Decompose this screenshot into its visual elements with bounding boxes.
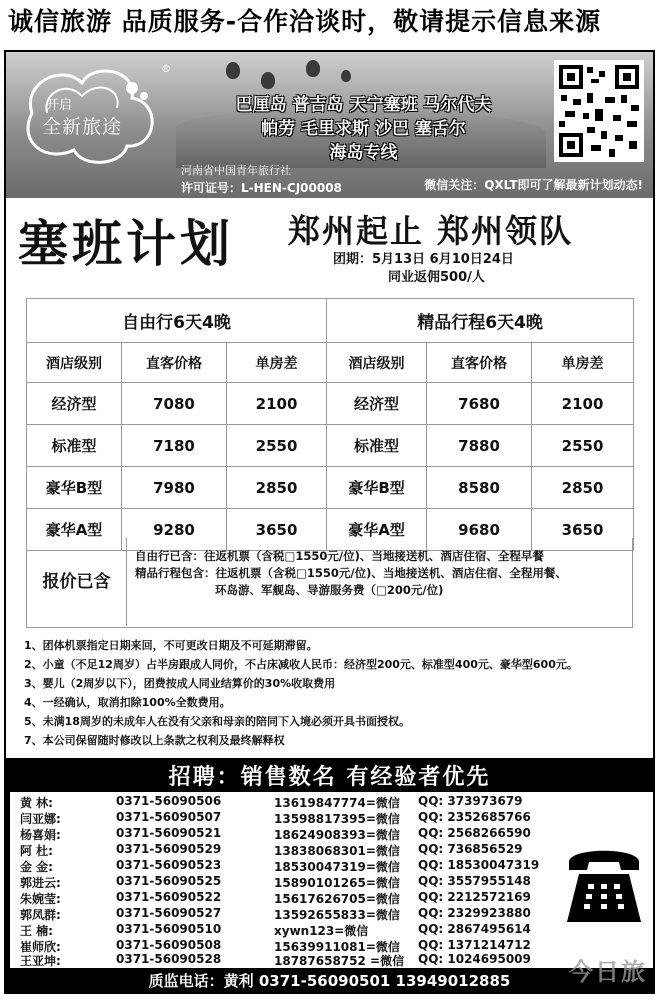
single-supplement: 2850 [532, 467, 634, 509]
single-supplement: 2100 [227, 383, 327, 425]
contact-mobile[interactable]: 15617626705=微信 [274, 892, 400, 906]
term-item: 4、一经确认，取消扣除100%全数费用。 [24, 696, 231, 709]
contact-name: 金 金: [20, 860, 53, 874]
contact-row [10, 922, 555, 938]
term-item: 2、小童（不足12周岁）占半房跟成人同价，不占床减收人民币：经济型200元、标准型400元、豪华型600元。 [24, 658, 578, 671]
contact-mobile[interactable]: 13838068301=微信 [274, 844, 400, 858]
hotel-level: 经济型 [27, 383, 122, 425]
direct-price: 7080 [122, 383, 227, 425]
hotel-level: 豪华B型 [27, 467, 122, 509]
contact-tel[interactable]: 0371-56090522 [116, 890, 222, 904]
contact-row [10, 890, 555, 906]
hotel-level: 标准型 [327, 425, 427, 467]
contact-name: 朱婉莹: [20, 892, 61, 906]
contact-qq[interactable]: QQ: 736856529 [418, 842, 523, 856]
contact-row [10, 842, 555, 858]
banner [6, 52, 653, 198]
contact-tel[interactable]: 0371-56090506 [116, 794, 222, 808]
single-supplement: 2550 [532, 425, 634, 467]
contact-tel[interactable]: 0371-56090508 [116, 938, 222, 952]
terms-list [24, 636, 649, 750]
contact-name: 郭进云: [20, 876, 61, 890]
term-item: 1、团体机票指定日期来回，不可更改日期及不可延期滞留。 [24, 639, 318, 652]
direct-price: 7680 [427, 383, 532, 425]
top-slogan: 诚信旅游 品质服务-合作洽谈时，敬请提示信息来源 [0, 0, 659, 44]
contact-row [10, 826, 555, 842]
logo-text-2: 全新旅途 [42, 116, 123, 138]
includes-label: 报价已含 [27, 538, 127, 626]
contact-tel[interactable]: 0371-56090527 [116, 906, 222, 920]
price-includes [26, 538, 633, 628]
contact-qq[interactable]: QQ: 3557955148 [418, 874, 531, 888]
contact-tel[interactable]: 0371-56090525 [116, 874, 222, 888]
contact-qq[interactable]: QQ: 2352685766 [418, 810, 531, 824]
direct-price: 9680 [427, 509, 532, 551]
direct-price: 7180 [122, 425, 227, 467]
contact-qq[interactable]: QQ: 373973679 [418, 794, 523, 808]
includes-line: 环岛游、军舰岛、导游服务费（□200元/位) [215, 583, 444, 597]
route-subtitle: 郑州起止 郑州领队 [288, 212, 574, 250]
direct-price: 8580 [427, 467, 532, 509]
hotel-level: 豪华B型 [327, 467, 427, 509]
col-hotel-level: 酒店级别 [27, 343, 122, 383]
contact-mobile[interactable]: xywn123=微信 [274, 924, 369, 938]
contact-tel[interactable]: 0371-56090528 [116, 952, 222, 966]
contact-name: 王亚坤: [20, 954, 61, 968]
contacts-section [6, 758, 653, 994]
table-row [27, 425, 634, 467]
term-item: 7、本公司保留随时修改以上条款之权利及最终解释权 [24, 734, 285, 747]
contact-row [10, 952, 555, 968]
contact-mobile[interactable]: 13619847774=微信 [274, 796, 400, 810]
col-direct-price: 直客价格 [427, 343, 532, 383]
recruitment-banner: 招聘：销售数名 有经验者优先 [168, 764, 491, 790]
contact-mobile[interactable]: 13598817395=微信 [274, 812, 400, 826]
destinations-line-3: 海岛专线 [329, 143, 398, 163]
contact-row [10, 858, 555, 874]
telephone-icon [555, 792, 653, 968]
contact-name: 崔师欣: [20, 940, 61, 954]
includes-details [135, 548, 630, 599]
contact-qq[interactable]: QQ: 2212572169 [418, 890, 531, 904]
contact-row [10, 906, 555, 922]
contact-mobile[interactable]: 18624908393=微信 [274, 828, 400, 842]
contact-row [10, 810, 555, 826]
logo-text-1: 开启 [46, 98, 73, 113]
title-row [6, 200, 653, 297]
premium-tour-title: 精品行程6天4晚 [327, 299, 634, 343]
balloon-icon [306, 60, 320, 77]
contact-qq[interactable]: QQ: 1024695009 [418, 952, 531, 966]
wechat-tip: 微信关注：QXLT即可了解最新计划动态! [424, 178, 643, 192]
single-supplement: 3650 [532, 509, 634, 551]
table-row [27, 383, 634, 425]
direct-price: 7880 [427, 425, 532, 467]
contact-mobile[interactable]: 18530047319=微信 [274, 860, 400, 874]
registered-mark: ® [161, 64, 171, 75]
tour-dates: 团期：5月13日 6月10日24日 [333, 252, 514, 267]
contact-name: 郭凤群: [20, 908, 61, 922]
plan-title: 塞班计划 [18, 214, 234, 273]
contact-qq[interactable]: QQ: 18530047319 [418, 858, 540, 872]
license-number: 许可证号：L-HEN-CJ00008 [181, 181, 342, 195]
balloon-icon [226, 62, 240, 79]
qr-code-icon[interactable] [554, 60, 644, 162]
col-single-supplement: 单房差 [227, 343, 327, 383]
contact-qq[interactable]: QQ: 1371214712 [418, 938, 531, 952]
contact-mobile[interactable]: 18787658752 =微信 [274, 954, 405, 968]
price-table [26, 298, 634, 551]
contact-tel[interactable]: 0371-56090521 [116, 826, 222, 840]
col-single-supplement: 单房差 [532, 343, 634, 383]
single-supplement: 3650 [227, 509, 327, 551]
single-supplement: 2100 [532, 383, 634, 425]
hotel-level: 豪华A型 [327, 509, 427, 551]
table-row [27, 467, 634, 509]
balloon-icon [261, 72, 275, 89]
term-item: 3、婴儿（2周岁以下），团费按成人同业结算价的30%收取费用 [24, 677, 336, 690]
contact-tel[interactable]: 0371-56090510 [116, 922, 222, 936]
agency-name: 河南省中国青年旅行社 [181, 164, 291, 177]
hotel-level: 标准型 [27, 425, 122, 467]
contact-tel[interactable]: 0371-56090523 [116, 858, 222, 872]
hotel-level: 经济型 [327, 383, 427, 425]
contact-tel[interactable]: 0371-56090529 [116, 842, 222, 856]
contact-qq[interactable]: QQ: 2329923880 [418, 906, 531, 920]
balloon-icon [341, 70, 351, 82]
term-item: 5、未满18周岁的未成年人在没有父亲和母亲的陪同下入境必须开具书面授权。 [24, 715, 410, 728]
contact-name: 阿 杜: [20, 844, 53, 858]
contact-row [10, 794, 555, 810]
direct-price: 9280 [122, 509, 227, 551]
includes-line: 自由行已含：往返机票（含税□1550元/位)、当地接送机、酒店住宿、全程早餐 [135, 549, 544, 563]
col-direct-price: 直客价格 [122, 343, 227, 383]
contact-name: 杨喜娟: [20, 828, 61, 842]
col-hotel-level: 酒店级别 [327, 343, 427, 383]
destinations-line-2: 帕劳 毛里求斯 沙巴 塞舌尔 [261, 119, 466, 139]
contact-list [10, 792, 555, 968]
flyer [4, 50, 655, 994]
direct-price: 7980 [122, 467, 227, 509]
contact-qq[interactable]: QQ: 2568266590 [418, 826, 531, 840]
contact-qq[interactable]: QQ: 2867495614 [418, 922, 531, 936]
destinations-line-1: 巴厘岛 普吉岛 天宁塞班 马尔代夫 [235, 95, 492, 115]
free-travel-title: 自由行6天4晚 [27, 299, 327, 343]
contact-mobile[interactable]: 15890101265=微信 [274, 876, 400, 890]
single-supplement: 2850 [227, 467, 327, 509]
trade-rebate: 同业返佣500/人 [388, 270, 485, 285]
contact-mobile[interactable]: 13592655833=微信 [274, 908, 400, 922]
contact-mobile[interactable]: 15639911081=微信 [274, 940, 400, 954]
contact-name: 黄 林: [20, 796, 53, 810]
includes-line: 精品行程包含：往返机票（含税□1550元/位)、当地接送机、酒店住宿、全程用餐、 [135, 566, 567, 580]
contact-name: 王 楠: [20, 924, 53, 938]
contact-row [10, 874, 555, 890]
hotel-level: 豪华A型 [27, 509, 122, 551]
contact-tel[interactable]: 0371-56090507 [116, 810, 222, 824]
single-supplement: 2550 [227, 425, 327, 467]
contact-name: 闫亚娜: [20, 812, 61, 826]
watermark-logo: 今日旅 [569, 958, 647, 986]
quality-supervision-phone[interactable]: 质监电话：黄利 0371-56090501 13949012885 [148, 972, 511, 990]
